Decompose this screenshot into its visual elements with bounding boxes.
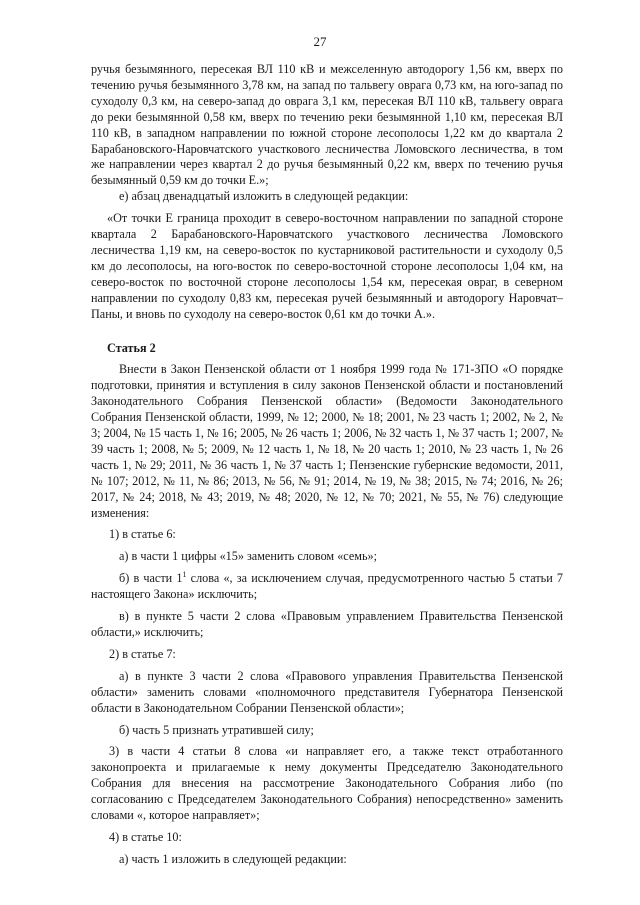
list-item-2b: б) часть 5 признать утратившей силу; xyxy=(119,722,314,737)
list-item-1a: а) в части 1 цифры «15» заменить словом «семь»; xyxy=(119,549,378,564)
list-item-1b xyxy=(91,571,563,603)
list-item-1c: в) в пункте 5 части 2 слова «Правовым управлением Правительства Пензенской области,» исключить; xyxy=(91,609,563,639)
list-item-4a: а) часть 1 изложить в следующей редакции: xyxy=(119,851,347,866)
superscript-number: 1 xyxy=(182,570,187,580)
list-item-3: 3) в части 4 статьи 8 слова «и направляет его, а также текст отработанного законопроекта и прилагаемые к нему документы Председателю Законодательного Собрания для внесения на рассмотрение Законодательного Собрания либо (по согласованию с Председателем Законодательного Собрания) непосредственно» заменить словами «, которое направляет»; xyxy=(91,744,563,823)
paragraph-article2: Внести в Закон Пензенской области от 1 ноября 1999 года № 171-ЗПО «О порядке подготовки, принятия и вступления в силу законов Пензенской области и постановлений Законодательного Собрания Пензенской области» (Ведомости Законодательного Собрания Пензенской области, 1999, № 12; 2000, № 18; 2001, № 23 часть 1; 2002, № 2, № 3; 2004, № 15 часть 1, № 16; 2005, № 26 часть 1; 2006, № 32 часть 1, № 37 часть 1; 2007, № 39 часть 1; 2008, № 5; 2009, № 12 часть 1, № 18, № 20 часть 1; 2010, № 23 часть 1, № 26 часть 1, № 29; 2011, № 36 часть 1, № 37 часть 1; Пензенские губернские ведомости, 2011, № 107; 2012, № 11, № 86; 2013, № 56, № 91; 2014, № 19, № 38; 2015, № 74; 2016, № 26; 2017, № 24; 2018, № 43; 2019, № 48; 2020, № 12, № 70; 2021, № 55, № 76) следующие изменения: xyxy=(91,362,563,520)
list-item-2: 2) в статье 7: xyxy=(109,646,176,661)
page-number: 27 xyxy=(313,34,327,49)
list-item-1b-end: слова «, за исключением случая, предусмотренного частью 5 статьи 7 настоящего Закона» исключить; xyxy=(91,571,564,602)
article-heading: Статья 2 xyxy=(107,340,156,355)
list-item-1: 1) в статье 6: xyxy=(109,527,176,542)
list-item-2a: а) в пункте 3 части 2 слова «Правового управления Правительства Пензенской области» заменить словами «полномочного представителя Губернатора Пензенской области в Законодательном Собрании Пензенской области»; xyxy=(91,668,563,715)
paragraph-quote: «От точки Е граница проходит в северо-восточном направлении по западной стороне квартала 2 Барабановского-Наровчатского участкового лесничества Ломовского лесничества 1,19 км, на северо-восток по кустарниковой растительности и суходолу 0,5 км до лесополосы, на юго-восток по северо-восточной стороне лесополосы 1,04 км, на северо-восток по восточной стороне лесополосы 1,54 км, пересекая овраг, в северном направлении по суходолу 0,83 км, пересекая ручей безымянный и автодорогу Наровчат–Паны, и вновь по суходолу на северо-восток 0,61 км до точки А.». xyxy=(91,211,563,321)
list-item-4: 4) в статье 10: xyxy=(109,829,182,844)
paragraph-e: е) абзац двенадцатый изложить в следующей редакции: xyxy=(119,189,409,204)
list-item-1b-start: б) в части 1 xyxy=(119,571,183,586)
paragraph-continued: ручья безымянного, пересекая ВЛ 110 кВ и межселенную автодорогу 1,56 км, вверх по течению ручья безымянного 3,78 км, на запад по тальвегу оврага 0,73 км, на юго-запад по суходолу 0,3 км, на северо-запад до оврага 3,1 км, пересекая ВЛ 110 кВ, тальвегу оврага до реки безымянной 0,58 км, вверх по течению реки безымянной 1,10 км, пересекая ВЛ 110 кВ, в западном направлении по южной стороне лесополосы 1,22 км до квартала 2 Барабановского-Наровчатского участкового лесничества Ломовского лесничества, в том же направлении через квартал 2 до ручья безымянный 0,22 км, вверх по течению ручья безымянный 0,59 км до точки Е.»; xyxy=(91,62,563,188)
document-body xyxy=(91,62,563,868)
